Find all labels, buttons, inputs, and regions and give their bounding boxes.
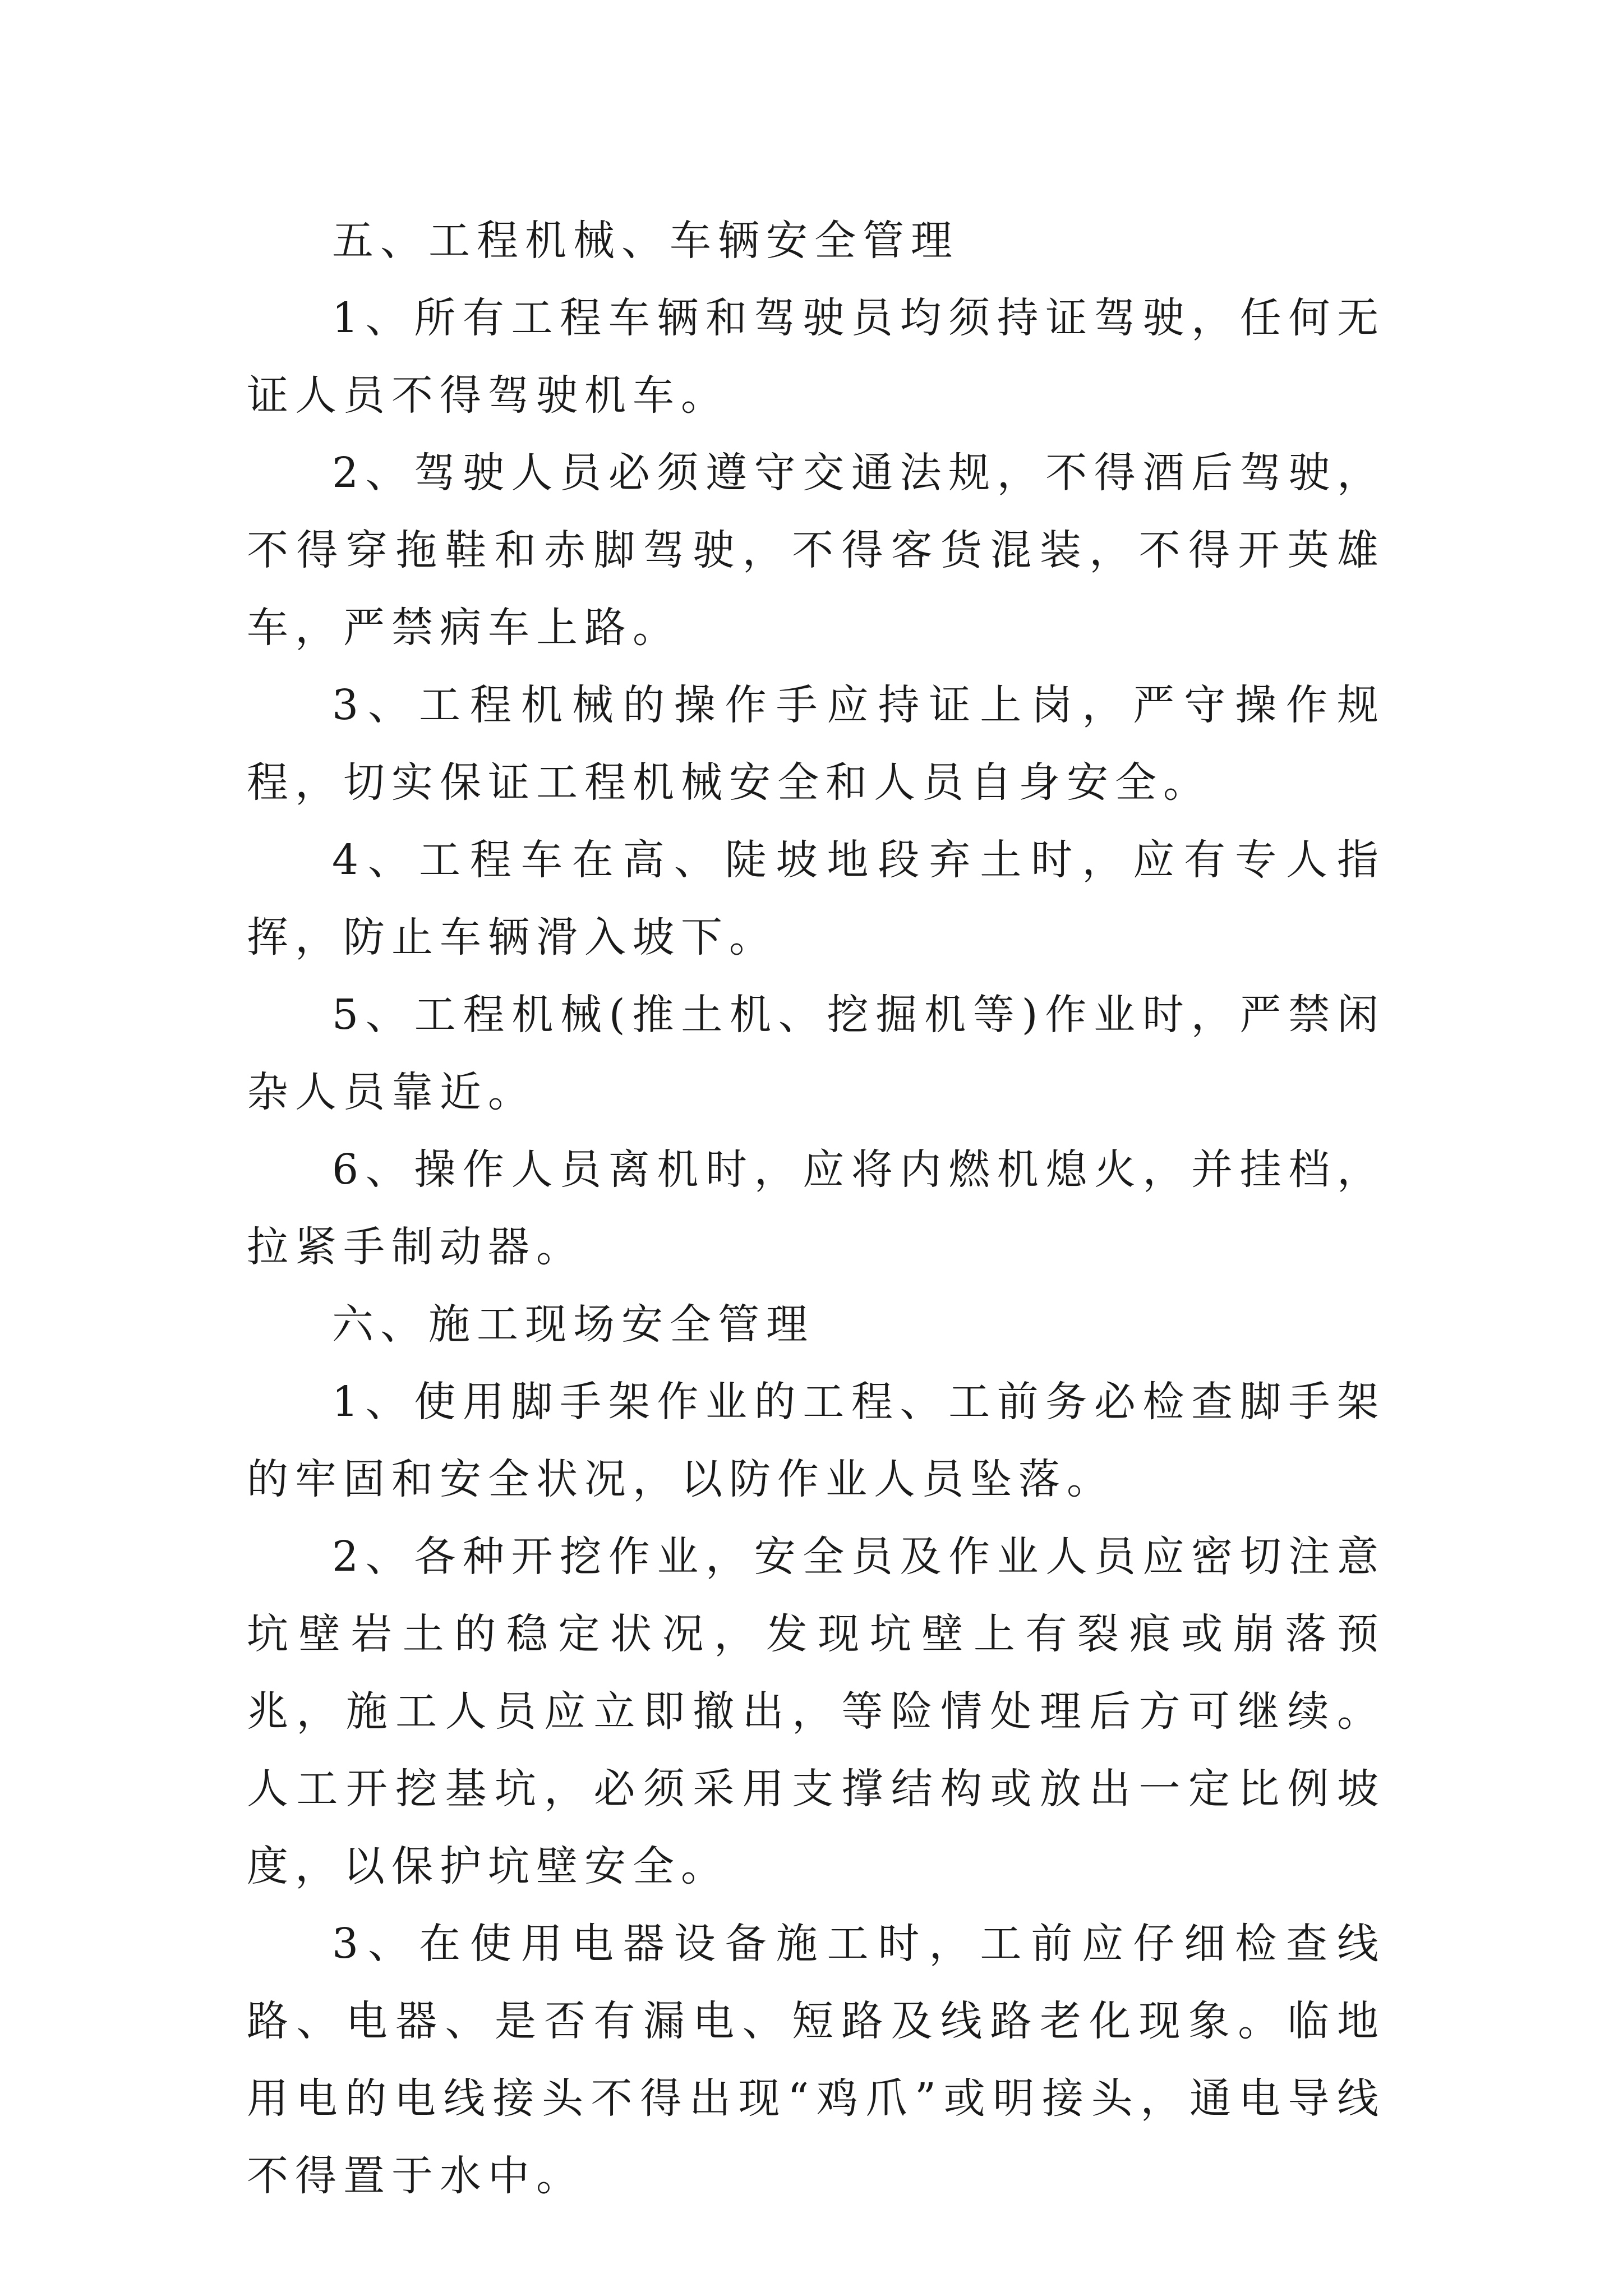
paragraph: 6、操作人员离机时，应将内燃机熄火，并挂档，拉紧手制动器。: [247, 1145, 1385, 1271]
section-heading-site-safety: 六、施工现场安全管理: [332, 1300, 814, 1349]
paragraph: 2、驾驶人员必须遵守交通法规，不得酒后驾驶，不得穿拖鞋和赤脚驾驶，不得客货混装，不得开英雄车，严禁病车上路。: [247, 449, 1385, 652]
section-heading-vehicle-safety: 五、工程机械、车辆安全管理: [332, 217, 959, 265]
paragraph: 3、工程机械的操作手应持证上岗，严守操作规程，切实保证工程机械安全和人员自身安全。: [247, 681, 1385, 807]
paragraph: 1、所有工程车辆和驾驶员均须持证驾驶，任何无证人员不得驾驶机车。: [247, 294, 1385, 420]
paragraph: 5、工程机械(推土机、挖掘机等)作业时，严禁闲杂人员靠近。: [247, 991, 1385, 1116]
paragraph: 3、在使用电器设备施工时，工前应仔细检查线路、电器、是否有漏电、短路及线路老化现象。临地用电的电线接头不得出现“鸡爪”或明接头，通电导线不得置于水中。: [247, 1920, 1385, 2200]
paragraph: 4、工程车在高、陡坡地段弃土时，应有专人指挥，防止车辆滑入坡下。: [247, 836, 1385, 961]
paragraph: 1、使用脚手架作业的工程、工前务必检查脚手架的牢固和安全状况，以防作业人员坠落。: [247, 1378, 1385, 1503]
document-body: [247, 202, 1385, 2215]
paragraph: 2、各种开挖作业，安全员及作业人员应密切注意坑壁岩土的稳定状况，发现坑壁上有裂痕或崩落预兆，施工人员应立即撤出，等险情处理后方可继续。人工开挖基坑，必须采用支撑结构或放出一定比例坡度，以保护坑壁安全。: [247, 1533, 1385, 1890]
